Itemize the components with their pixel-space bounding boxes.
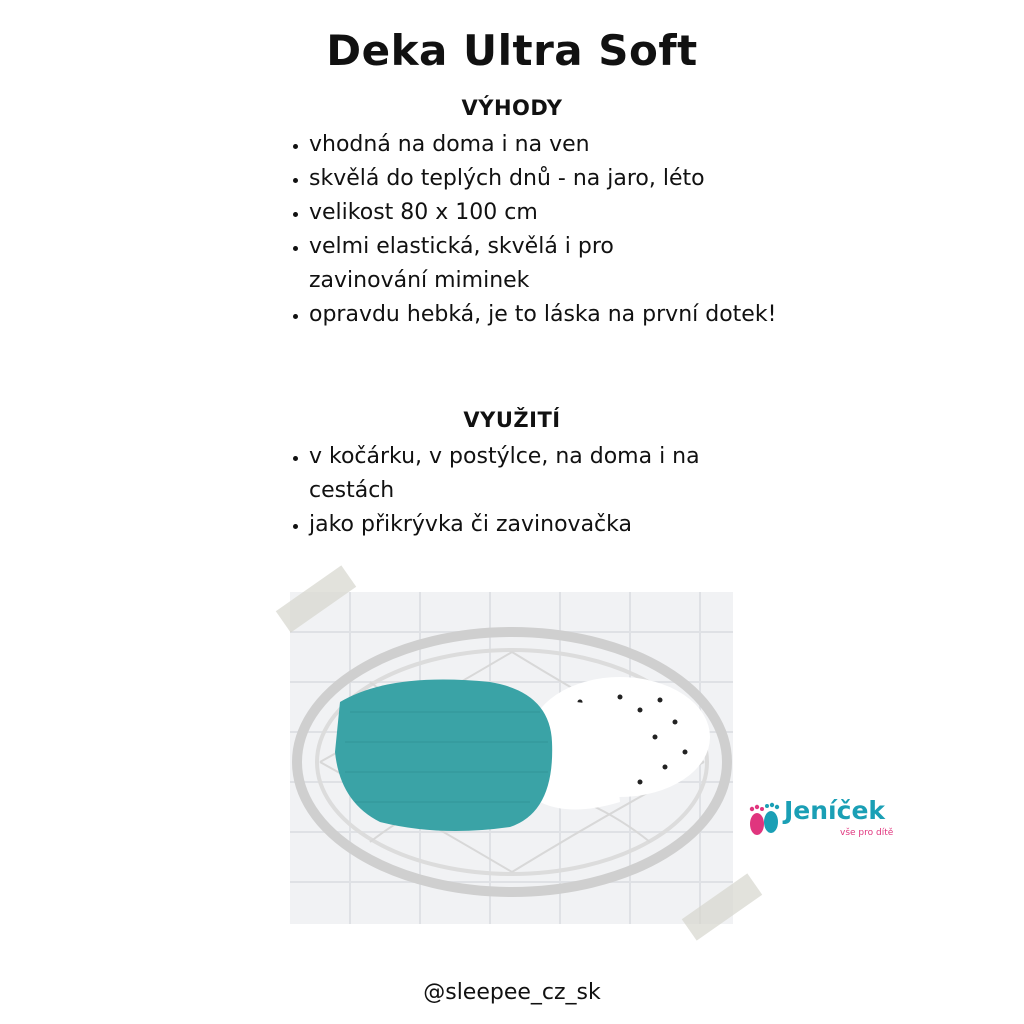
list-item: opravdu hebká, je to láska na první dotek! [290, 298, 779, 332]
benefits-list [290, 128, 777, 332]
usage-list [290, 440, 770, 542]
page-title: Deka Ultra Soft [326, 26, 698, 75]
list-item: jako přikrývka či zavinovačka [290, 508, 770, 542]
baby-in-basket-illustration [290, 592, 733, 924]
brand-logo [746, 796, 906, 846]
list-item: v kočárku, v postýlce, na doma i na cestách [290, 440, 779, 508]
product-photo [290, 592, 733, 924]
list-item: velmi elastická, skvělá i pro zavinování miminek [290, 230, 689, 298]
section-heading-vyuziti: VYUŽITÍ [463, 408, 561, 432]
footer-handle: @sleepee_cz_sk [423, 980, 601, 1005]
section-heading-vyhody: VÝHODY [461, 96, 563, 120]
brand-name: Jeníček [784, 796, 886, 825]
list-item: skvělá do teplých dnů - na jaro, léto [290, 162, 729, 196]
brand-tagline: vše pro dítě [840, 828, 894, 838]
list-item: vhodná na doma i na ven [290, 128, 770, 162]
list-item: velikost 80 x 100 cm [290, 196, 770, 230]
baby-feet-icon [746, 800, 782, 840]
